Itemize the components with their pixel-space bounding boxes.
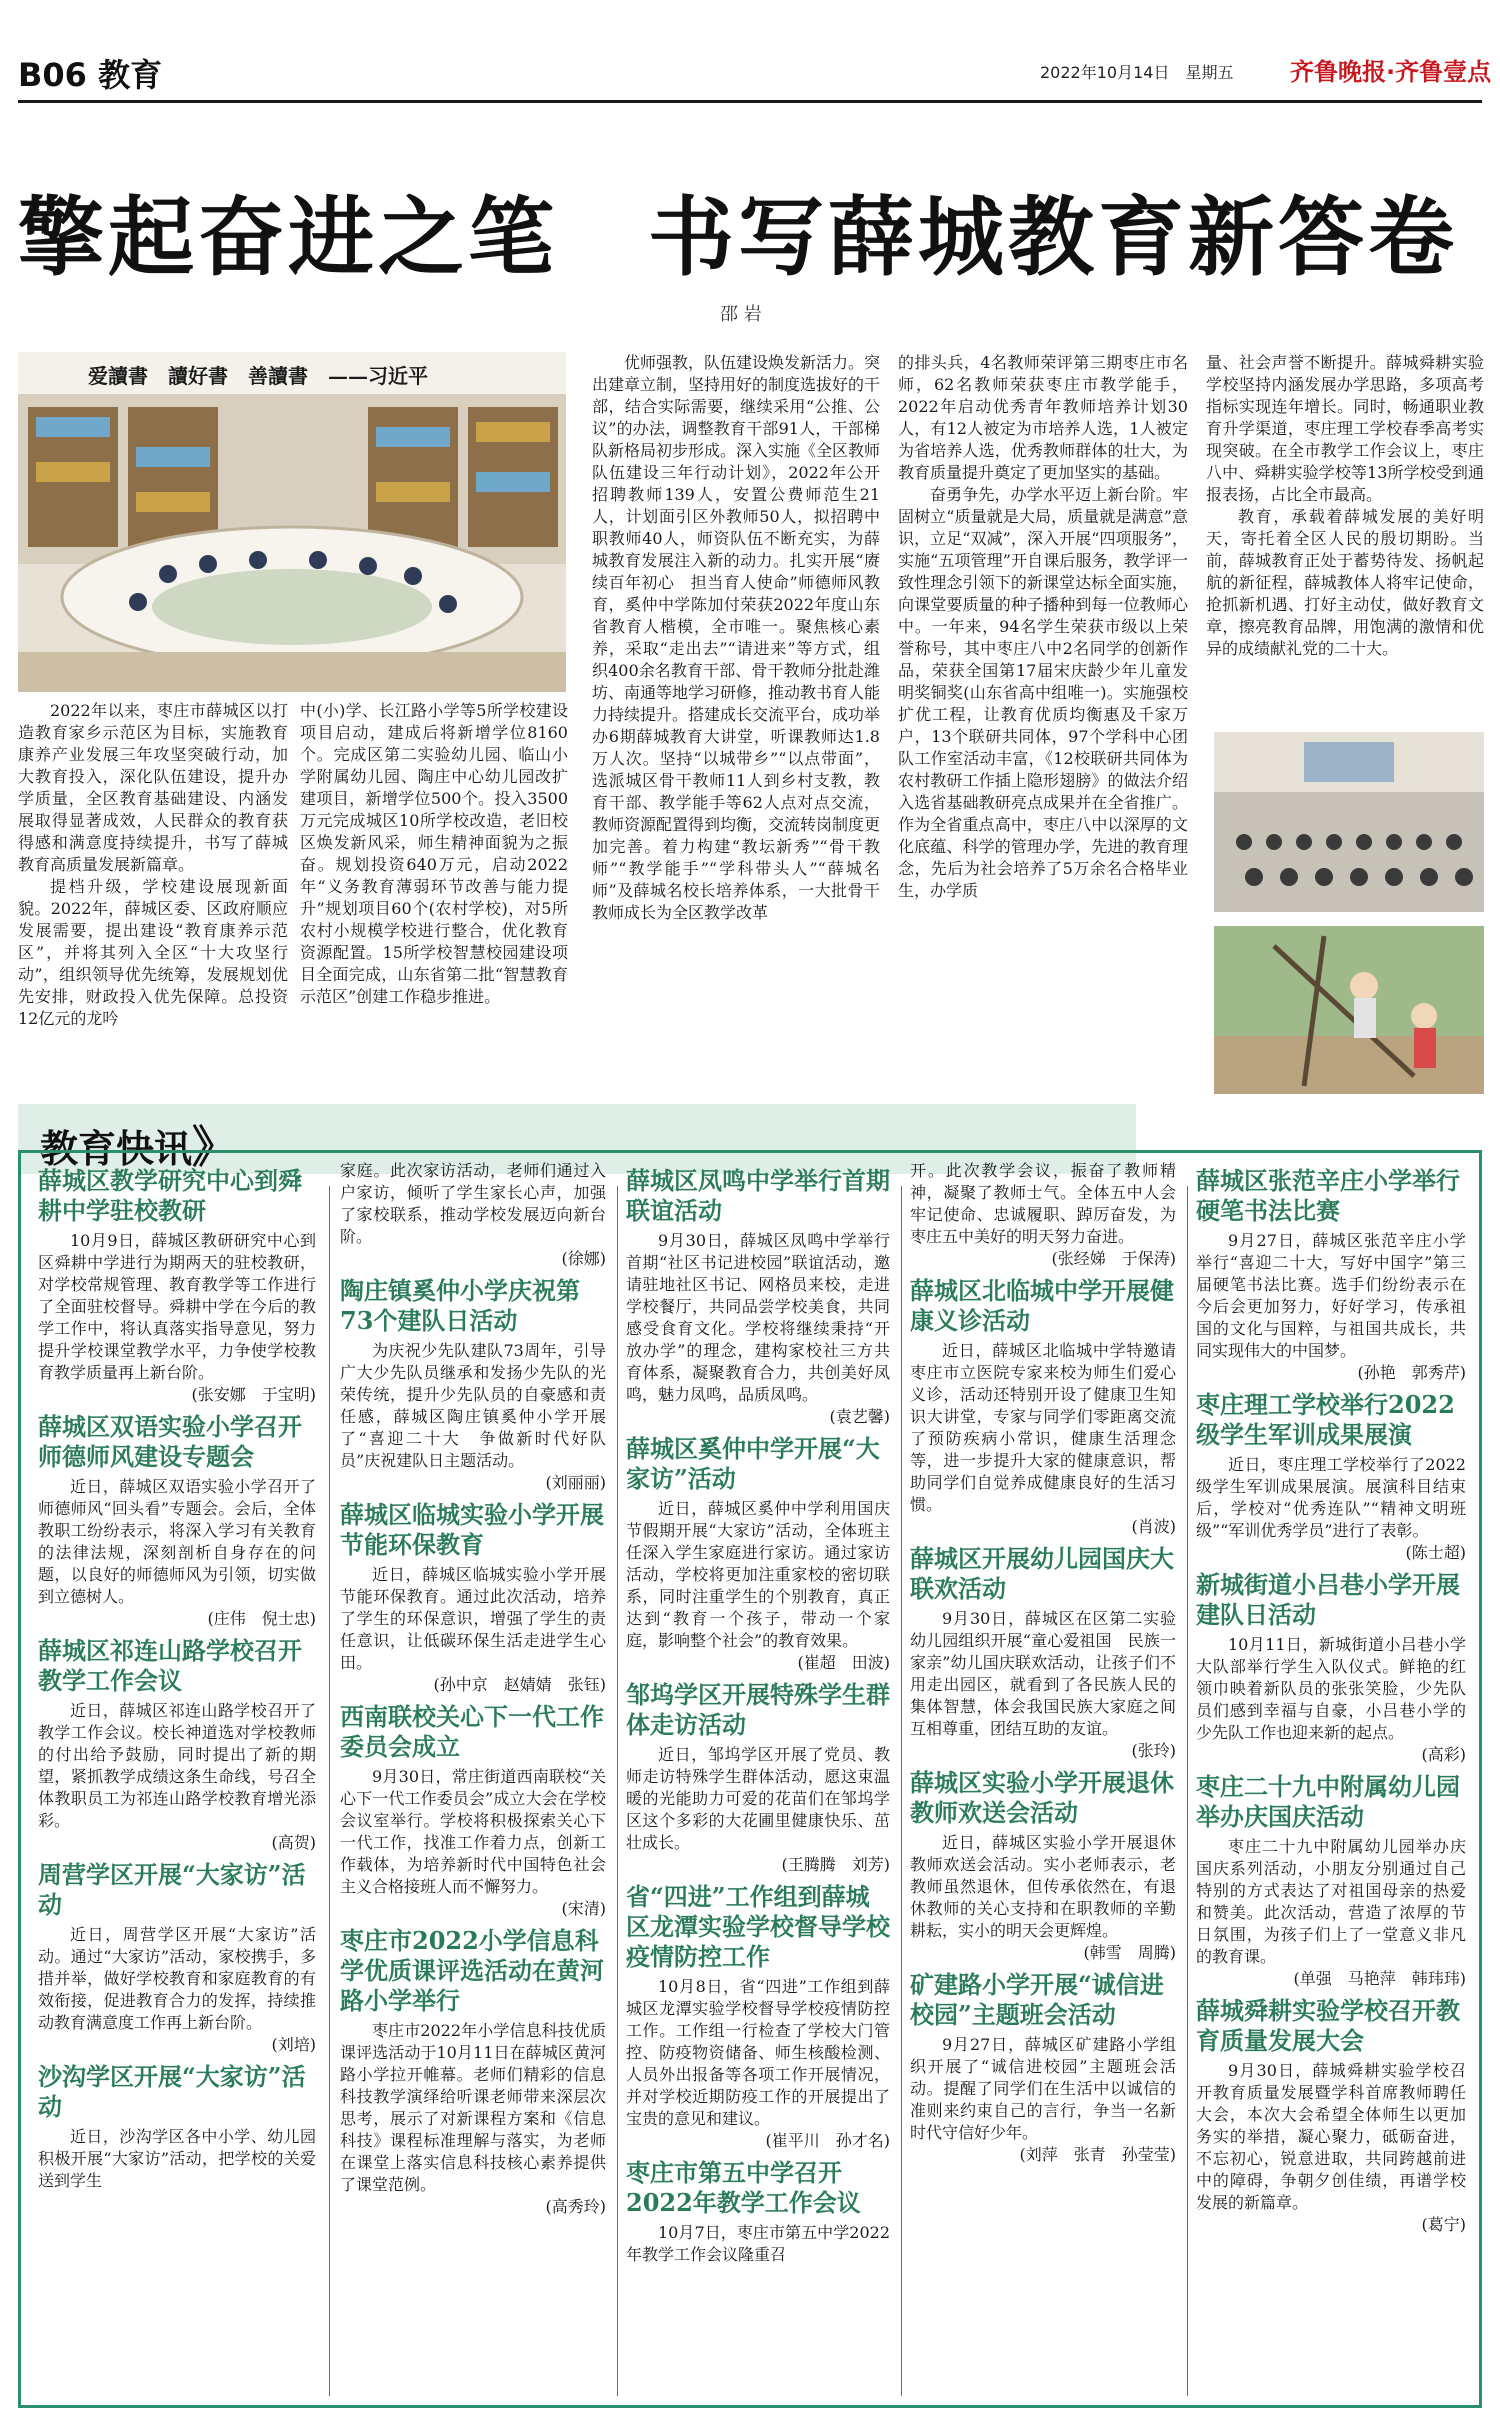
news-body: 近日，薛城区奚仲中学利用国庆节假期开展“大家访”活动，全体班主任深入学生家庭进行家访。通过家访活动，学校将更加注重家校的密切联系，同时注重学生的个别教育，真正达到“教育一个孩子，带动一个家庭，影响整个社会”的教育效果。 — [626, 1499, 890, 1650]
news-author: (刘丽丽) — [545, 1473, 606, 1492]
news-headline: 枣庄市2022小学信息科学优质课评选活动在黄河路小学举行 — [340, 1926, 604, 2015]
news-author: (袁艺馨) — [829, 1407, 890, 1426]
news-headline: 薛城区双语实验小学召开师德师风建设专题会 — [38, 1412, 302, 1471]
section-label: B06 教育 — [18, 56, 163, 94]
news-headline: 薛城舜耕实验学校召开教育质量发展大会 — [1196, 1996, 1460, 2055]
news-headline: 枣庄二十九中附属幼儿园举办庆国庆活动 — [1196, 1772, 1460, 1831]
news-headline: 薛城区张范辛庄小学举行硬笔书法比赛 — [1196, 1166, 1460, 1225]
outdoor-photo — [1214, 926, 1484, 1094]
article-paragraph: 2022年以来，枣庄市薛城区以打造教育家乡示范区为目标，实施教育康养产业发展三年攻坚突破行动，加大教育投入，深化队伍建设，提升办学质量，全区教育基础建设、内涵发展取得显著成效，人民群众的教育获得感和满意度持续提升，书写了薛城教育高质量发展新篇章。 — [18, 701, 288, 874]
news-headline: 枣庄理工学校举行2022级学生军训成果展演 — [1196, 1390, 1455, 1449]
news-body: 近日，薛城区实验小学开展退休教师欢送会活动。实小老师表示，老教师虽然退休，但传承依然在，有退休教师的关心支持和在职教师的辛勤耕耘，实小的明天会更辉煌。 — [910, 1833, 1176, 1940]
news-headline: 薛城区开展幼儿园国庆大联欢活动 — [910, 1544, 1174, 1603]
photo-banner-text: 爱讀書 讀好書 善讀書 ——习近平 — [88, 364, 428, 388]
news-author: (高秀玲) — [545, 2197, 606, 2216]
news-headline: 省“四进”工作组到薛城区龙潭实验学校督导学校疫情防控工作 — [626, 1882, 890, 1971]
article-col-1 — [18, 700, 288, 1090]
article-paragraph: 量、社会声誉不断提升。薛城舜耕实验学校坚持内涵发展办学思路，多项高考指标实现连年增长。同时，畅通职业教育升学渠道，枣庄理工学校春季高考实现突破。在全市教学工作会议上，枣庄八中、舜耕实验学校等13所学校受到通报表扬，占比全市最高。 — [1206, 353, 1484, 504]
news-body: 近日，薛城区临城实验小学开展节能环保教育。通过此次活动，培养了学生的环保意识，增强了学生的责任意识，让低碳环保生活走进学生心田。 — [340, 1565, 606, 1672]
news-body: 近日，枣庄理工学校举行了2022级学生军训成果展演。展演科目结束后，学校对“优秀连队”“精神文明班级”“军训优秀学员”进行了表彰。 — [1196, 1455, 1466, 1540]
masthead-rule — [18, 100, 1482, 103]
article-paragraph: 奋勇争先，办学水平迈上新台阶。牢固树立“质量就是大局，质量就是满意”意识，立足“双减”，深入开展“四项服务”，实施“五项管理”开自课后服务，教学评一致性理念引领下的新课堂达标全面实施，向课堂要质量的种子播种到每一位教师心中。一年来，94名学生荣获市级以上荣誉称号，其中枣庄八中2名同学的创新作品，荣获全国第17届宋庆龄少年儿童发明奖铜奖(山东省高中组唯一)。实施强校扩优工程，让教育优质均衡惠及千家万户，13个联研共同体，97个学科中心团队工作室活动丰富，《12校联研共同体为农村教研工作插上隐形翅膀》的做法介绍入选省基础教研亮点成果并在全省推广。作为全省重点高中，枣庄八中以深厚的文化底蕴、科学的管理办学，先进的教育理念，先后为社会培养了5万余名合格毕业生，办学质 — [898, 485, 1188, 900]
news-body: 10月7日，枣庄市第五中学2022年教学工作会议隆重召 — [626, 2223, 890, 2264]
news-author: (张安娜 于宝明) — [191, 1385, 316, 1404]
news-author: (高贺) — [271, 1833, 316, 1852]
news-body: 9月30日，薛城区在区第二实验幼儿园组织开展“童心爱祖国 民族一家亲”幼儿国庆联欢活动，让孩子们不用走出园区，就看到了各民族人民的集体智慧，体会我国民族大家庭之间互相尊重，团结互助的友谊。 — [910, 1609, 1176, 1738]
quick-news-title-text: 教育快讯 — [40, 1127, 193, 1171]
news-body: 近日，薛城区双语实验小学召开了师德师风“回头看”专题会。会后，全体教职工纷纷表示，将深入学习有关教育的法律法规，深刻剖析自身存在的问题，以良好的师德师风为引领，切实做到立德树人。 — [38, 1477, 316, 1606]
news-body: 10月11日，新城街道小吕巷小学大队部举行学生入队仪式。鲜艳的红领巾映着新队员的张张笑脸，少先队员们感到幸福与自豪，小吕巷小学的少先队工作也迎来新的起点。 — [1196, 1635, 1466, 1742]
news-author: (葛宁) — [1421, 2215, 1466, 2234]
quick-news-col-2 — [340, 1160, 606, 2398]
news-headline: 陶庄镇奚仲小学庆祝第73个建队日活动 — [340, 1276, 580, 1335]
news-headline: 薛城区奚仲中学开展“大家访”活动 — [626, 1434, 880, 1493]
article-col-2 — [300, 700, 568, 1090]
news-author: (张玲) — [1131, 1741, 1176, 1760]
news-author: (刘培) — [271, 2035, 316, 2054]
column-divider — [329, 1186, 330, 2396]
news-body: 9月30日，薛城舜耕实验学校召开教育质量发展暨学科首席教师聘任大会，本次大会希望全体师生以更加务实的举措，凝心聚力，砥砺奋进，不忘初心，锐意进取，共同跨越前进中的障碍，争朝夕创佳绩，再谱学校发展的新篇章。 — [1196, 2061, 1466, 2212]
news-body: 枣庄市2022年小学信息科技优质课评选活动于10月11日在薛城区黄河路小学拉开帷幕。老师们精彩的信息科技教学演绎给听课老师带来深层次思考，展示了对新课程方案和《信息科技》课程标准理解与落实，为老师在课堂上落实信息科技核心素养提供了课堂范例。 — [340, 2021, 606, 2194]
outdoor-photo-image — [1214, 926, 1484, 1094]
article-col-3 — [592, 352, 880, 1092]
news-body: 9月30日，常庄街道西南联校“关心下一代工作委员会”成立大会在学校会议室举行。学校将积极探索关心下一代工作，找准工作着力点，创新工作载体，为培养新时代中国特色社会主义合格接班人而不懈努力。 — [340, 1767, 606, 1896]
news-author: (陈士超) — [1405, 1543, 1466, 1562]
news-body: 为庆祝少先队建队73周年，引导广大少先队员继承和发扬少先队的光荣传统，提升少先队员的自豪感和责任感，薛城区陶庄镇奚仲小学开展了“喜迎二十大 争做新时代好队员”庆祝建队日主题活动。 — [340, 1341, 606, 1470]
news-body: 家庭。此次家访活动，老师们通过入户家访，倾听了学生家长心声，加强了家校联系，推动学校发展迈向新台阶。 — [340, 1161, 606, 1246]
news-author: (庄伟 倪士忠) — [207, 1609, 316, 1628]
article-paragraph: 教育，承载着薛城发展的美好明天，寄托着全区人民的殷切期盼。当前，薛城教育正处于蓄势待发、扬帆起航的新征程，薛城教体人将牢记使命，抢抓新机遇、打好主动仗，做好教育文章，擦亮教育品牌，用饱满的激情和优异的成绩献礼党的二十大。 — [1206, 507, 1484, 658]
meeting-photo — [1214, 732, 1484, 912]
quick-news-col-1 — [38, 1160, 316, 2398]
news-author: (孙中京 赵婧婧 张钰) — [433, 1675, 606, 1694]
quick-news-col-3 — [626, 1160, 890, 2398]
news-author: (刘萍 张青 孙莹莹) — [1019, 2145, 1176, 2164]
newspaper-logo: 齐鲁晚报·齐鲁壹点 — [1290, 58, 1492, 86]
column-divider — [617, 1186, 618, 2396]
news-author: (单强 马艳萍 韩玮玮) — [1293, 1969, 1466, 1988]
news-body: 近日，薛城区祁连山路学校召开了教学工作会议。校长神道选对学校教师的付出给予鼓励，同时提出了新的期望，紧抓教学成绩这条生命线，号召全体教职员工为祁连山路学校教育增光添彩。 — [38, 1701, 316, 1830]
news-body: 近日，沙沟学区各中小学、幼儿园积极开展“大家访”活动，把学校的关爱送到学生 — [38, 2127, 316, 2190]
news-headline: 新城街道小吕巷小学开展建队日活动 — [1196, 1570, 1460, 1629]
article-paragraph: 的排头兵，4名教师荣评第三期枣庄市名师，62名教师荣获枣庄市教学能手，2022年启动优秀青年教师培养计划30人，有12人被定为市培养人选，1人被定为省培养人选，优秀教师群体的壮大，为教育质量提升奠定了更加坚实的基础。 — [898, 353, 1188, 482]
news-body: 9月30日，薛城区凤鸣中学举行首期“社区书记进校园”联谊活动，邀请驻地社区书记、网格员来校，走进学校餐厅，共同品尝学校美食，共同感受食育文化。学校将继续秉持“开放办学”的理念，建构家校社三方共育体系，凝聚教育合力，共创美好凤鸣，魅力凤鸣，品质凤鸣。 — [626, 1231, 890, 1404]
article-paragraph: 优师强教，队伍建设焕发新活力。突出建章立制，坚持用好的制度选拔好的干部，结合实际需要，继续采用“公推、公议”的办法，调整教育干部91人，干部梯队新格局初步形成。深入实施《全区教师队伍建设三年行动计划》，2022年公开招聘教师139人，安置公费师范生21人，计划面引区外教师50人，拟招聘中职教师40人，师资队伍不断充实，为薛城教育发展注入新的动力。扎实开展“赓续百年初心 担当育人使命”师德师风教育，奚仲中学陈加付荣获2022年度山东省教育人楷模，全市唯一。聚焦核心素养，采取“走出去”“请进来”等方式，组织400余名教育干部、骨干教师分批赴潍坊、南通等地学习研修，推动教书育人能力持续提升。搭建成长交流平台，成功举办6期薛城教育大讲堂，听课教师达1.8万人次。坚持“以城带乡”“以点带面”，选派城区骨干教师11人到乡村支教，教育干部、教学能手等62人点对点交流，教师资源配置得到均衡，交流转岗制度更加完善。着力构建“教坛新秀”“骨干教师”“教学能手”“学科带头人”“薛城名师”及薛城名校长培养体系，一大批骨干教师成长为全区教学改革 — [592, 353, 880, 922]
news-headline: 薛城区祁连山路学校召开教学工作会议 — [38, 1636, 302, 1695]
news-headline: 薛城区临城实验小学开展节能环保教育 — [340, 1500, 604, 1559]
news-headline: 薛城区教学研究中心到舜耕中学驻校教研 — [38, 1166, 302, 1225]
title-bracket: 》 — [192, 1122, 237, 1173]
main-photo — [18, 352, 566, 692]
news-body: 开。此次教学会议，振奋了教师精神，凝聚了教师士气。全体五中人会牢记使命、忠诚履职、踔厉奋发，为枣庄五中美好的明天努力奋进。 — [910, 1161, 1176, 1246]
news-author: (崔超 田波) — [797, 1653, 890, 1672]
article-paragraph: 中(小)学、长江路小学等5所学校建设项目启动，建成后将新增学位8160个。完成区第二实验幼儿园、临山小学附属幼儿园、陶庄中心幼儿园改扩建项目，新增学位500个。投入3500万元完成城区10所学校改造，老旧校区焕发新风采，师生精神面貌为之振奋。规划投资640万元，启动2022年“义务教育薄弱环节改善与能力提升”规划项目60个(农村学校)，对5所农村小规模学校进行整合，优化教育资源配置。15所学校智慧校园建设项目全面完成，山东省第二批“智慧教育示范区”创建工作稳步推进。 — [300, 701, 568, 1006]
news-body: 枣庄二十九中附属幼儿园举办庆国庆系列活动，小朋友分别通过自己特别的方式表达了对祖国母亲的热爱和赞美。此次活动，营造了浓厚的节日氛围，为孩子们上了一堂意义非凡的教育课。 — [1196, 1837, 1466, 1966]
news-body: 10月8日，省“四进”工作组到薛城区龙潭实验学校督导学校疫情防控工作。工作组一行检查了学校大门管控、防疫物资储备、师生核酸检测、人员外出报备等各项工作开展情况，并对学校近期防疫工作的开展提出了宝贵的意见和建议。 — [626, 1977, 890, 2128]
news-author: (孙艳 郭秀芹) — [1357, 1363, 1466, 1382]
article-col-4 — [898, 352, 1188, 1092]
column-divider — [1187, 1186, 1188, 2396]
news-headline: 薛城区北临城中学开展健康义诊活动 — [910, 1276, 1174, 1335]
quick-news-col-4 — [910, 1160, 1176, 2398]
news-headline: 沙沟学区开展“大家访”活动 — [38, 2062, 306, 2121]
news-body: 近日，周营学区开展“大家访”活动。通过“大家访”活动，家校携手，多措并举，做好学校教育和家庭教育的有效衔接，促进教育合力的发挥，持续推动教育满意度工作再上新台阶。 — [38, 1925, 316, 2032]
news-body: 近日，邹坞学区开展了党员、教师走访特殊学生群体活动，愿这束温暖的光能助力可爱的花苗们在邹坞学区这个多彩的大花圃里健康快乐、茁壮成长。 — [626, 1745, 890, 1852]
news-headline: 周营学区开展“大家访”活动 — [38, 1860, 306, 1919]
article-col-5 — [1206, 352, 1484, 714]
news-headline: 邹坞学区开展特殊学生群体走访活动 — [626, 1680, 890, 1739]
news-author: (韩雪 周腾) — [1083, 1943, 1176, 1962]
news-author: (肖波) — [1131, 1517, 1176, 1536]
news-body: 近日，薛城区北临城中学特邀请枣庄市立医院专家来校为师生们爱心义诊，活动还特别开设了健康卫生知识大讲堂，专家与同学们零距离交流了预防疾病小常识，健康生活理念等，进一步提升大家的健康意识，帮助同学们自觉养成健康良好的生活习惯。 — [910, 1341, 1176, 1514]
news-body: 9月27日，薛城区张范辛庄小学举行“喜迎二十大，写好中国字”第三届硬笔书法比赛。选手们纷纷表示在今后会更加努力，好好学习，传承祖国的文化与国粹，与祖国共成长，共同实现伟大的中国梦。 — [1196, 1231, 1466, 1360]
news-author: (徐娜) — [561, 1249, 606, 1268]
library-photo-image — [18, 352, 566, 692]
news-headline: 薛城区凤鸣中学举行首期联谊活动 — [626, 1166, 890, 1225]
news-author: (宋清) — [561, 1899, 606, 1918]
news-body: 9月27日，薛城区矿建路小学组织开展了“诚信进校园”主题班会活动。提醒了同学们在生活中以诚信的准则来约束自己的言行，争当一名新时代守信好少年。 — [910, 2035, 1176, 2142]
news-author: (崔平川 孙才名) — [765, 2131, 890, 2150]
news-author: (王腾腾 刘芳) — [781, 1855, 890, 1874]
meeting-photo-image — [1214, 732, 1484, 912]
news-headline: 西南联校关心下一代工作委员会成立 — [340, 1702, 604, 1761]
byline: 邵 岩 — [720, 304, 762, 325]
main-headline: 擎起奋进之笔 书写薛城教育新答卷 — [18, 187, 1458, 288]
news-headline: 矿建路小学开展“诚信进校园”主题班会活动 — [910, 1970, 1164, 2029]
news-author: (高彩) — [1421, 1745, 1466, 1764]
issue-date: 2022年10月14日 星期五 — [1040, 63, 1234, 82]
news-author: (张经娣 于保涛) — [1051, 1249, 1176, 1268]
article-paragraph: 提档升级，学校建设展现新面貌。2022年，薛城区委、区政府顺应发展需要，提出建设“教育康养示范区”，并将其列入全区“十大攻坚行动”，组织领导优先统筹，发展规划优先安排，财政投入优先保障。总投资12亿元的龙吟 — [18, 877, 288, 1028]
news-headline: 枣庄市第五中学召开2022年教学工作会议 — [626, 2158, 861, 2217]
news-body: 10月9日，薛城区教研研究中心到区舜耕中学进行为期两天的驻校教研，对学校常规管理、教育教学等工作进行了全面驻校督导。舜耕中学在今后的教学工作中，将认真落实指导意见，努力提升学校课堂教学水平，力争使学校教育教学质量再上新台阶。 — [38, 1231, 316, 1382]
column-divider — [901, 1186, 902, 2396]
news-headline: 薛城区实验小学开展退休教师欢送会活动 — [910, 1768, 1174, 1827]
quick-news-col-5 — [1196, 1160, 1466, 2398]
